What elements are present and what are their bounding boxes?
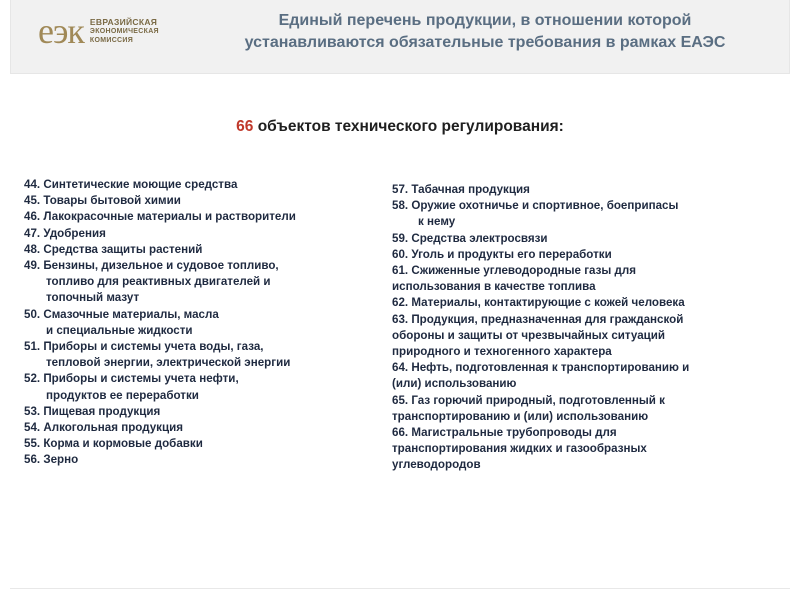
list-item <box>392 295 772 311</box>
list-item-text: 54. Алкогольная продукция <box>24 421 183 435</box>
list-item-text: 60. Уголь и продукты его переработки <box>392 247 612 261</box>
page-title <box>205 10 765 54</box>
list-item-text: 66. Магистральные трубопроводы для <box>392 426 617 440</box>
logo-line-2: ЭКОНОМИЧЕСКАЯ <box>89 27 159 35</box>
list-item-text: 44. Синтетические моющие средства <box>24 178 238 191</box>
list-item <box>24 371 374 403</box>
list-item <box>24 339 374 371</box>
list-item <box>392 312 772 361</box>
page-title-line-1: Единый перечень продукции, в отношении которой <box>278 12 692 29</box>
list-item-continuation: обороны и защиты от чрезвычайных ситуаций <box>392 328 666 342</box>
list-item-text: 45. Товары бытовой химии <box>24 194 181 208</box>
list-item-continuation: топочный мазут <box>46 291 140 305</box>
list-item-text: 51. Приборы и системы учета воды, газа, <box>24 340 264 354</box>
list-item-text: 58. Оружие охотничье и спортивное, боеприпасы <box>392 199 679 213</box>
list-item-continuation: природного и техногенного характера <box>392 345 612 359</box>
list-item-text: 65. Газ горючий природный, подготовленный к <box>392 393 665 407</box>
logo-text <box>90 18 159 45</box>
list-item <box>392 231 772 247</box>
footer-divider <box>10 588 790 589</box>
list-item-text: 57. Табачная продукция <box>392 183 530 196</box>
section-subtitle <box>0 118 800 136</box>
list-item-continuation: (или) использованию <box>392 377 517 391</box>
list-item <box>24 307 374 339</box>
list-item <box>24 193 374 209</box>
list-item-continuation: транспортированию и (или) использованию <box>392 409 649 423</box>
list-item-text: 64. Нефть, подготовленная к транспортированию и <box>392 361 690 375</box>
list-item-continuation: транспортирования жидких и газообразных <box>392 442 647 456</box>
list-item <box>24 242 374 258</box>
list-item <box>24 452 374 468</box>
logo-line-3: КОМИССИЯ <box>89 36 134 44</box>
list-item-text: 50. Смазочные материалы, масла <box>24 307 219 321</box>
list-item-continuation: использования в качестве топлива <box>392 280 596 294</box>
list-item-continuation: продуктов ее переработки <box>46 388 199 402</box>
list-item-text: 59. Средства электросвязи <box>392 231 548 245</box>
list-item-continuation: тепловой энергии, электрической энергии <box>46 356 291 370</box>
subtitle-text: объектов технического регулирования: <box>253 118 564 135</box>
list-item-text: 47. Удобрения <box>24 226 106 240</box>
left-product-list <box>24 177 374 469</box>
list-item <box>24 226 374 242</box>
list-item <box>392 360 772 392</box>
list-item <box>392 425 772 474</box>
list-item-text: 49. Бензины, дизельное и судовое топливо, <box>24 259 279 273</box>
right-product-list <box>392 182 772 474</box>
list-item <box>392 247 772 263</box>
list-item-continuation: углеводородов <box>392 458 481 472</box>
list-item <box>24 420 374 436</box>
list-item <box>24 436 374 452</box>
logo <box>38 8 159 54</box>
objects-count: 66 <box>236 118 254 135</box>
list-item <box>392 393 772 425</box>
list-item <box>392 263 772 295</box>
list-item-text: 53. Пищевая продукция <box>24 404 161 418</box>
list-item <box>24 404 374 420</box>
list-item <box>24 258 374 307</box>
list-item-text: 56. Зерно <box>24 453 79 467</box>
list-item-text: 48. Средства защиты растений <box>24 242 203 256</box>
list-item-text: 63. Продукция, предназначенная для гражданской <box>392 312 684 326</box>
list-item <box>392 198 772 230</box>
logo-mark: еэк <box>38 11 84 51</box>
list-item <box>392 182 772 198</box>
list-item-text: 61. Сжиженные углеводородные газы для <box>392 264 637 278</box>
list-item-continuation: и специальные жидкости <box>46 323 193 337</box>
list-item-text: 46. Лакокрасочные материалы и растворители <box>24 210 296 224</box>
page-title-line-2: устанавливаются обязательные требования в рамках ЕАЭС <box>244 34 726 51</box>
list-item <box>24 209 374 225</box>
list-item-continuation: топливо для реактивных двигателей и <box>46 275 271 289</box>
list-item-continuation: к нему <box>418 215 456 229</box>
list-item-text: 62. Материалы, контактирующие с кожей человека <box>392 296 685 310</box>
list-item <box>24 177 374 193</box>
list-item-text: 55. Корма и кормовые добавки <box>24 437 203 451</box>
logo-line-1: ЕВРАЗИЙСКАЯ <box>89 16 158 27</box>
list-item-text: 52. Приборы и системы учета нефти, <box>24 372 239 386</box>
